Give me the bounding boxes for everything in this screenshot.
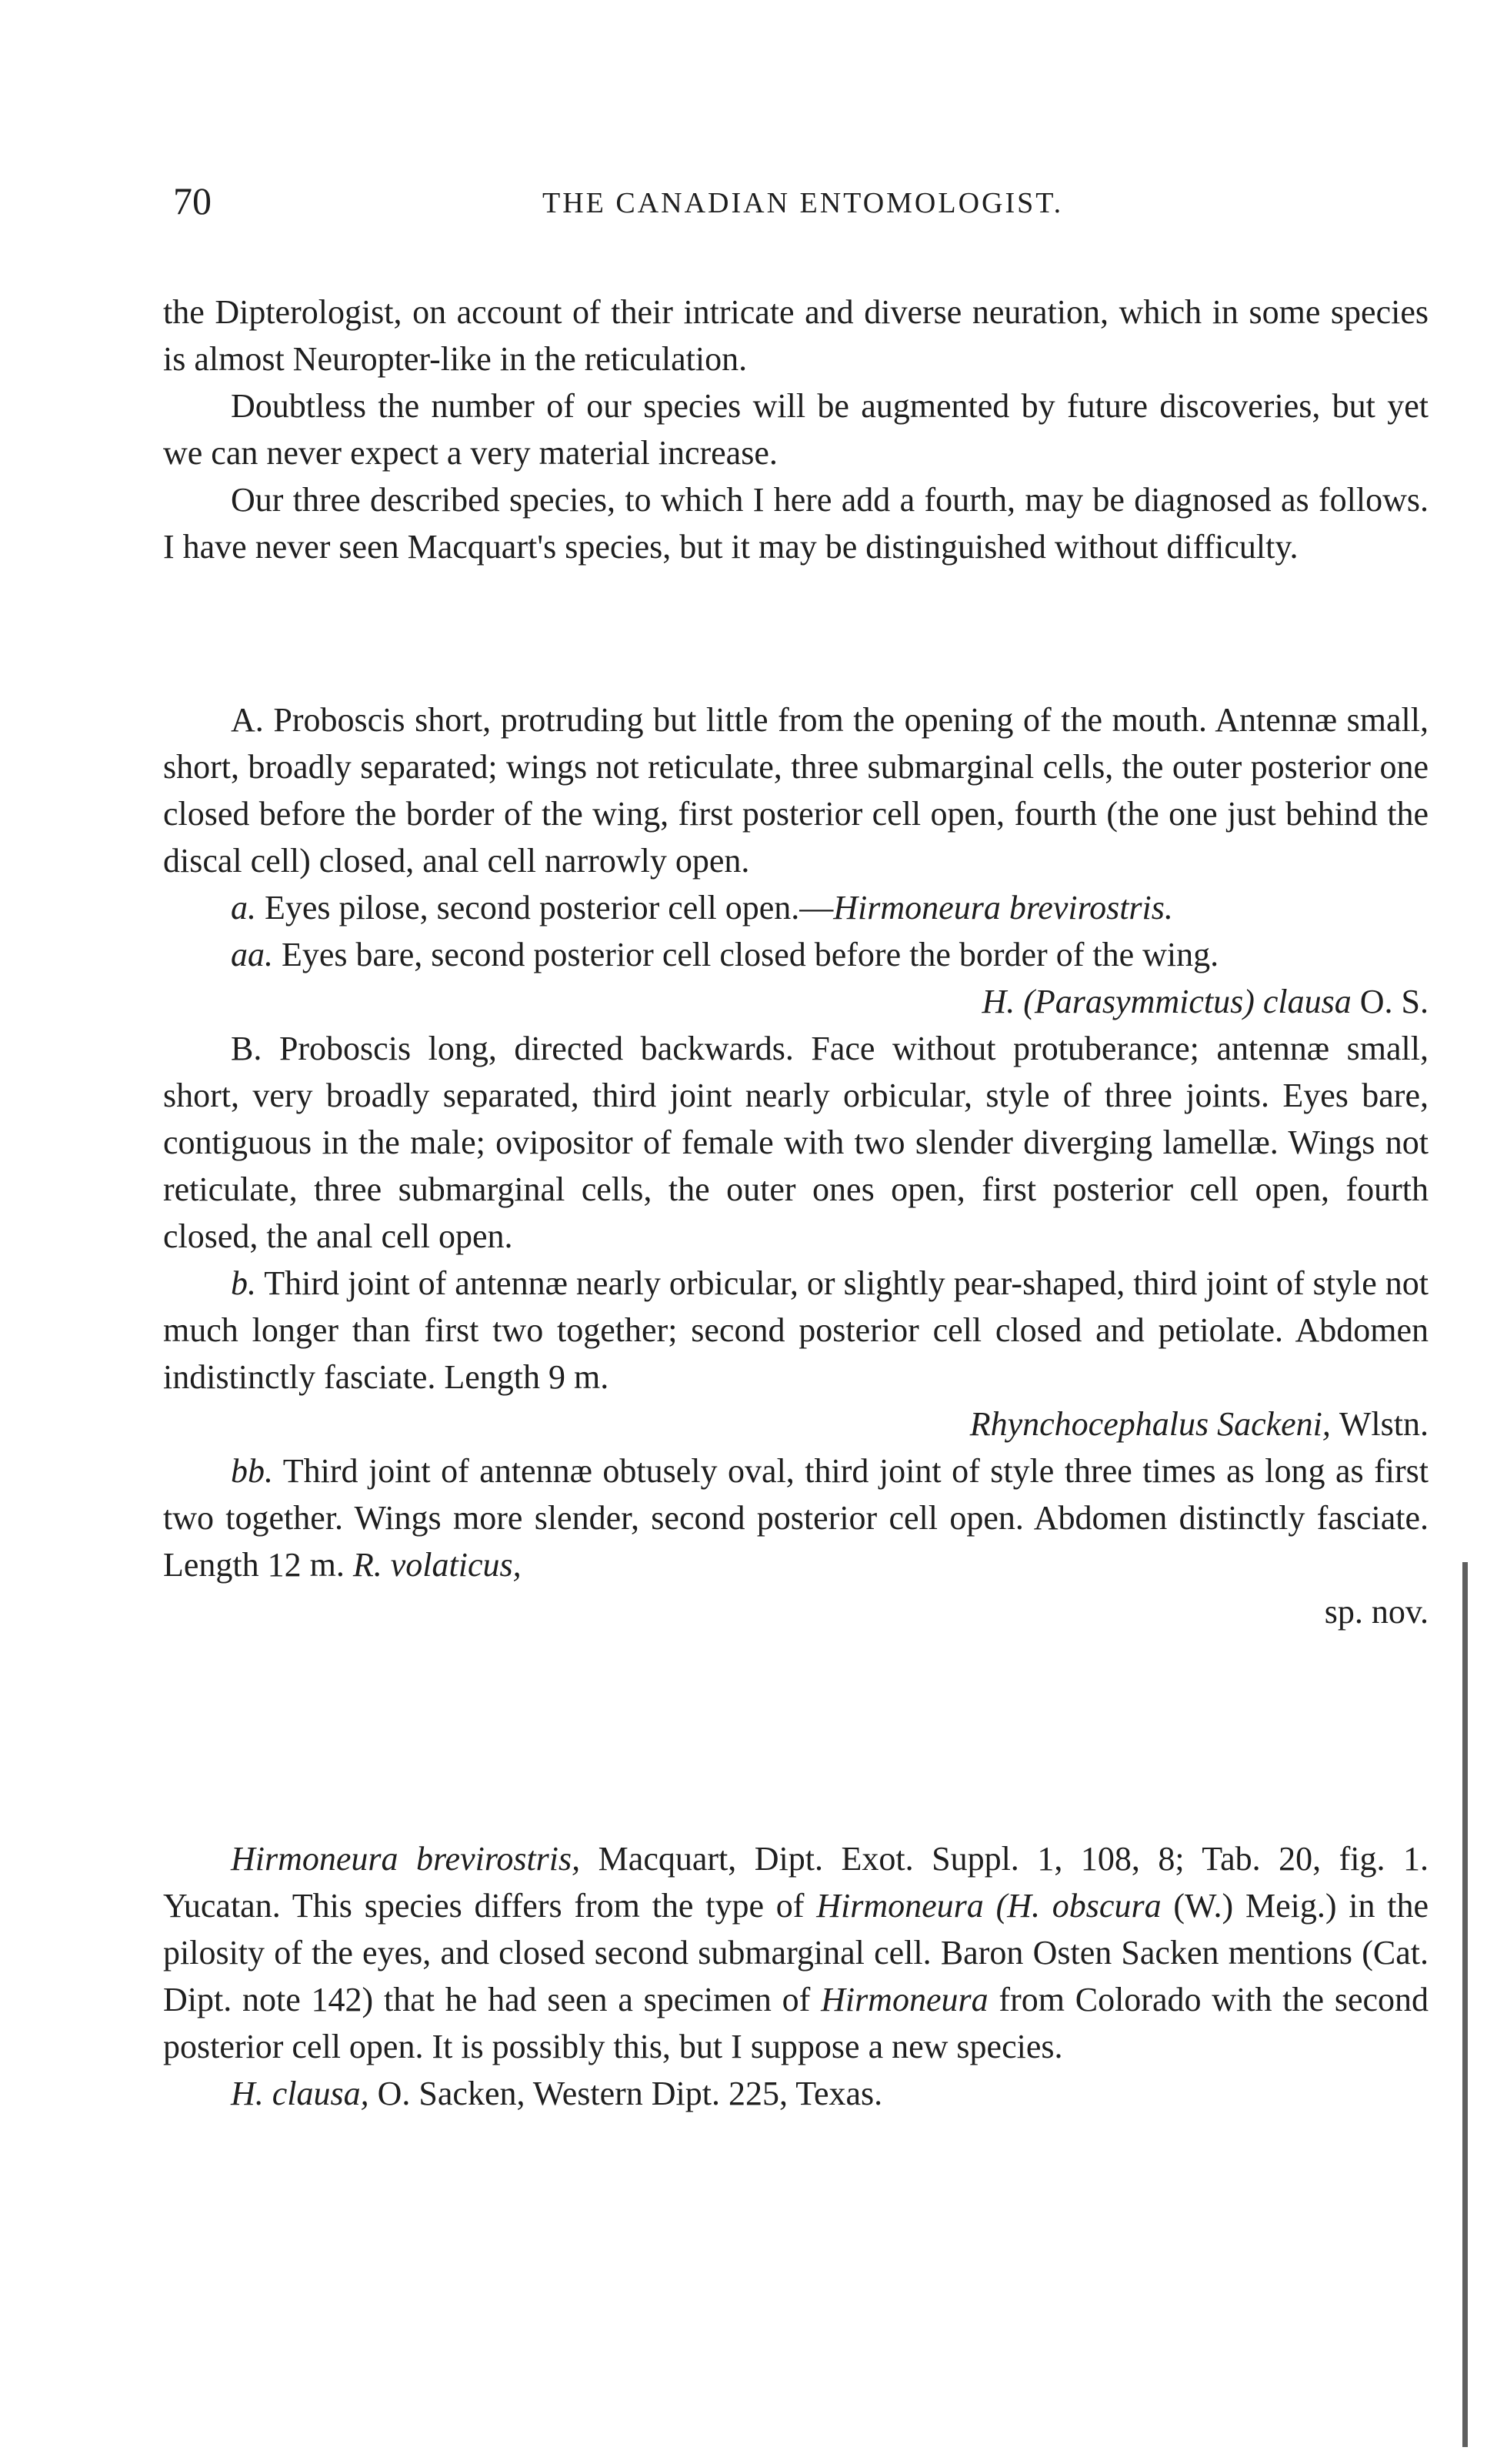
note-1-species-name: Hirmoneura brevirostris, — [231, 1840, 581, 1878]
key-species-a: Hirmoneura brevirostris. — [833, 889, 1173, 927]
key-label-a: a. — [231, 889, 256, 927]
running-head: THE CANADIAN ENTOMOLOGIST. — [542, 187, 1064, 219]
key-label-bb: bb. — [231, 1452, 273, 1490]
key-label-aa: aa. — [231, 936, 273, 973]
key-entry-aa — [163, 931, 1429, 978]
page-edge-shadow — [1462, 1562, 1468, 2447]
key-label-A: A. — [231, 701, 264, 739]
note-1-text-b: (W.) Meig.) in the pilosity of the eyes, and closed second submarginal cell. Baron Osten Sacken mentions (Cat. Dipt. note 142) that he had seen a specimen of — [163, 1887, 1429, 2018]
key-entry-B — [163, 1025, 1429, 1260]
note-2-species-name: H. clausa, — [231, 2075, 369, 2112]
species-note-1 — [163, 1835, 1429, 2070]
paragraph-2: Doubtless the number of our species will be augmented by future discoveries, but yet we can never expect a very material increase. — [163, 387, 1429, 472]
species-note-2 — [163, 2070, 1429, 2117]
key-entry-a — [163, 884, 1429, 931]
key-species-aa: H. (Parasymmictus) clausa — [982, 983, 1352, 1020]
note-1-genus-2: Hirmoneura — [821, 1981, 989, 2018]
note-1-obscura: (H. obscura — [995, 1887, 1162, 1925]
key-label-B: B. — [231, 1030, 262, 1067]
page-header — [173, 179, 1412, 225]
page-number: 70 — [173, 179, 212, 222]
key-text-A: Proboscis short, protruding but little from the opening of the mouth. Antennæ small, short, broadly separated; wings not reticulate, three submarginal cells, the outer posterior one closed before the border of the wing, first posterior cell open, fourth (the one just behind the discal cell) closed, anal cell narrowly open. — [163, 701, 1429, 880]
paragraph-3: Our three described species, to which I here add a fourth, may be diagnosed as follows. I have never seen Macquart's species, but it may be distinguished without difficulty. — [163, 481, 1429, 566]
key-text-bb: Third joint of antennæ obtusely oval, third joint of style three times as long as first two together. Wings more slender, second posterior cell open. Abdomen distinctly fasciate. Length 12 m. — [163, 1452, 1429, 1584]
species-notes — [163, 1835, 1429, 2117]
note-1-text-a: Macquart, Dipt. Exot. Suppl. 1, 108, 8; Tab. 20, fig. 1. Yucatan. This species differs from the type of — [163, 1840, 1429, 1925]
key-species-bb: R. volaticus, — [352, 1546, 522, 1584]
key-author-aa: O. S. — [1359, 983, 1429, 1020]
key-author-line-bb — [163, 1588, 1429, 1635]
key-label-b: b. — [231, 1264, 256, 1302]
key-author-b: Wlstn. — [1339, 1405, 1429, 1443]
intro-section — [163, 289, 1429, 570]
key-species-b: Rhynchocephalus Sackeni, — [969, 1405, 1331, 1443]
key-species-line-b — [163, 1401, 1429, 1447]
key-text-B: Proboscis long, directed backwards. Face without protuberance; antennæ small, short, very broadly separated, third joint nearly orbicular, style of three joints. Eyes bare, contiguous in the male; ovipositor of female with two slender diverging lamellæ. Wings not reticulate, three submarginal cells, the outer ones open, first posterior cell open, fourth closed, the anal cell open. — [163, 1030, 1429, 1255]
key-author-bb: sp. nov. — [1324, 1593, 1429, 1631]
species-key — [163, 696, 1429, 1635]
key-text-aa: Eyes bare, second posterior cell closed before the border of the wing. — [282, 936, 1219, 973]
key-species-line-aa — [163, 978, 1429, 1025]
key-entry-A — [163, 696, 1429, 884]
note-1-genus: Hirmoneura — [816, 1887, 984, 1925]
key-entry-bb — [163, 1447, 1429, 1588]
note-1-text-c: from Colorado with the second posterior cell open. It is possibly this, but I suppose a new species. — [163, 1981, 1429, 2065]
key-entry-b — [163, 1260, 1429, 1401]
note-2-text: O. Sacken, Western Dipt. 225, Texas. — [377, 2075, 883, 2112]
paragraph-1: the Dipterologist, on account of their intricate and diverse neuration, which in some species is almost Neuropter-like in the reticulation. — [163, 293, 1429, 378]
key-text-a: Eyes pilose, second posterior cell open.— — [265, 889, 834, 927]
key-text-b: Third joint of antennæ nearly orbicular, or slightly pear-shaped, third joint of style not much longer than first two together; second posterior cell closed and petiolate. Abdomen indistinctly fasciate. Length 9 m. — [163, 1264, 1429, 1396]
